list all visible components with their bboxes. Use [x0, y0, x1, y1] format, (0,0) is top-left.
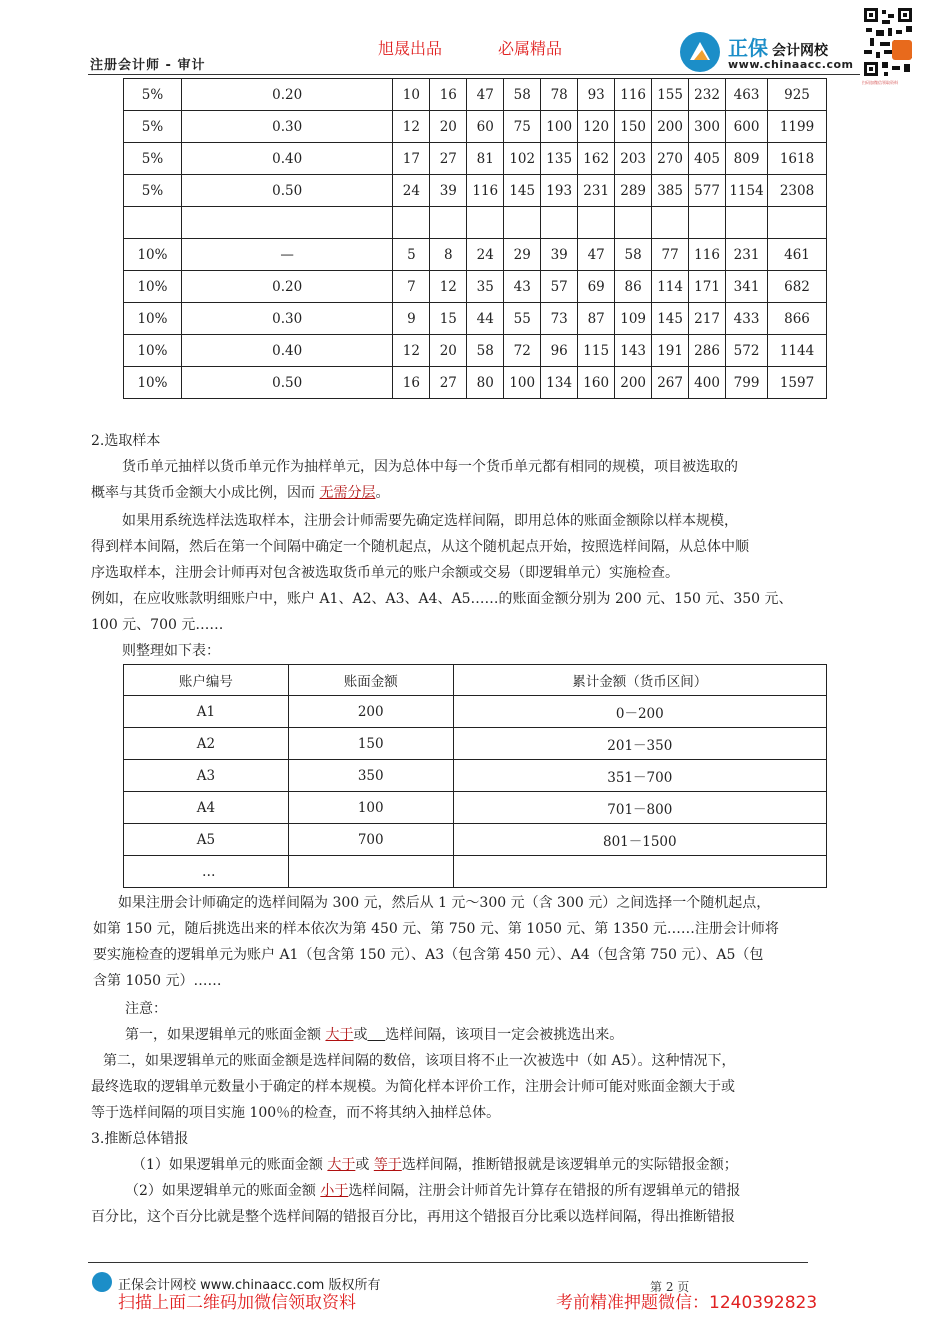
- table-cell: 341: [726, 271, 768, 303]
- table-cell: 799: [726, 367, 768, 399]
- section2-p4: 则整理如下表：: [122, 643, 220, 659]
- table-cell: 58: [615, 239, 652, 271]
- table-cell: 75: [504, 111, 541, 143]
- table-row: [124, 303, 827, 335]
- table-cell: 866: [768, 303, 827, 335]
- table-cell: 5%: [124, 79, 182, 111]
- table-cell: A3: [124, 760, 289, 792]
- table-cell: 114: [652, 271, 689, 303]
- table-cell: 1618: [768, 143, 827, 175]
- table-cell: 150: [288, 728, 453, 760]
- highlight-greater-than: 大于: [327, 1157, 356, 1173]
- table-cell: A5: [124, 824, 289, 856]
- section2-heading: 2.选取样本: [91, 433, 161, 449]
- table-cell: [726, 207, 768, 239]
- footer-promo-right: 考前精准押题微信：1240392823: [556, 1293, 818, 1313]
- section2-p3-line2: 100 元、700 元……: [91, 617, 224, 633]
- table-cell: 461: [768, 239, 827, 271]
- table-cell: 925: [768, 79, 827, 111]
- table-cell: 35: [467, 271, 504, 303]
- table-cell: 405: [689, 143, 726, 175]
- footer-promo-left: 扫描上面二维码加微信领取资料: [118, 1293, 356, 1313]
- table-cell: 463: [726, 79, 768, 111]
- table-cell: 701－800: [453, 792, 826, 824]
- table-cell: 1597: [768, 367, 827, 399]
- table-cell: 145: [504, 175, 541, 207]
- table-cell: A2: [124, 728, 289, 760]
- table-cell: 200: [652, 111, 689, 143]
- table-cell: [768, 207, 827, 239]
- table-cell: 80: [467, 367, 504, 399]
- table-cell: 231: [726, 239, 768, 271]
- highlight-no-stratification: 无需分层: [319, 485, 376, 501]
- text-segment: （2）如果逻辑单元的账面金额: [125, 1183, 321, 1199]
- header-url: www.chinaacc.com: [728, 58, 854, 71]
- table-cell: 0.30: [181, 111, 392, 143]
- column-header: 累计金额（货币区间）: [453, 665, 826, 696]
- table-cell: 44: [467, 303, 504, 335]
- table-cell: 193: [541, 175, 578, 207]
- table-cell: 100: [541, 111, 578, 143]
- table-row: [124, 824, 827, 856]
- table-cell: 78: [541, 79, 578, 111]
- table-cell: 267: [652, 367, 689, 399]
- table-row: [124, 696, 827, 728]
- table-cell: 43: [504, 271, 541, 303]
- table-cell: 0.20: [181, 79, 392, 111]
- brand-name: 正保: [728, 36, 768, 60]
- table-row: [124, 760, 827, 792]
- footer-logo-icon: [92, 1272, 112, 1292]
- table-cell: 171: [689, 271, 726, 303]
- table-cell: 0.40: [181, 335, 392, 367]
- table-row: [124, 728, 827, 760]
- table-cell: 217: [689, 303, 726, 335]
- section2-p1-line2: [91, 480, 389, 506]
- header-brand: [728, 32, 828, 61]
- table-cell: 29: [504, 239, 541, 271]
- table-cell: 47: [467, 79, 504, 111]
- table-cell: 116: [689, 239, 726, 271]
- table-cell: 270: [652, 143, 689, 175]
- text-segment: 概率与其货币金额大小成比例，因而: [91, 485, 320, 501]
- table-cell: 572: [726, 335, 768, 367]
- table-cell: 39: [541, 239, 578, 271]
- qr-caption: 扫码加微信领取资料: [862, 80, 898, 85]
- table-cell: A4: [124, 792, 289, 824]
- section3-item1: [132, 1152, 738, 1178]
- table-cell: 385: [652, 175, 689, 207]
- text-segment: 选样间隔，推断错报就是该逻辑单元的实际错报金额；: [401, 1157, 738, 1173]
- table-cell: 60: [467, 111, 504, 143]
- table-cell: 115: [578, 335, 615, 367]
- table-cell: 120: [578, 111, 615, 143]
- table-cell: 86: [615, 271, 652, 303]
- table-cell: 0.50: [181, 175, 392, 207]
- table-cell: 9: [393, 303, 430, 335]
- text-segment: 选样间隔，注册会计师首先计算存在错报的所有逻辑单元的错报: [348, 1183, 741, 1199]
- table-cell: 116: [615, 79, 652, 111]
- table-cell: 300: [689, 111, 726, 143]
- table-cell: 10%: [124, 303, 182, 335]
- table-cell: [393, 207, 430, 239]
- table-row: [124, 239, 827, 271]
- table-cell: 10: [393, 79, 430, 111]
- table-cell: 7: [393, 271, 430, 303]
- table-cell: [504, 207, 541, 239]
- table-cell: [615, 207, 652, 239]
- table-cell: 47: [578, 239, 615, 271]
- table-cell: 682: [768, 271, 827, 303]
- table-cell: 400: [689, 367, 726, 399]
- section2-p3-line1: 例如，在应收账款明细账户中，账户 A1、A2、A3、A4、A5……的账面金额分别为 200 元、150 元、350 元、: [91, 591, 793, 607]
- qr-badge-icon: [892, 40, 912, 60]
- table-cell: 145: [652, 303, 689, 335]
- table-cell: 0.20: [181, 271, 392, 303]
- table-cell: 600: [726, 111, 768, 143]
- table-cell: 87: [578, 303, 615, 335]
- table-cell: A1: [124, 696, 289, 728]
- table-cell: [124, 207, 182, 239]
- table-cell: [689, 207, 726, 239]
- table-cell: 72: [504, 335, 541, 367]
- text-segment: 。: [375, 485, 390, 501]
- table-row: [124, 271, 827, 303]
- table-cell: 69: [578, 271, 615, 303]
- table-cell: 12: [430, 271, 467, 303]
- text-segment: （1）如果逻辑单元的账面金额: [132, 1157, 328, 1173]
- after-table-line3: 要实施检查的逻辑单元为账户 A1（包含第 150 元）、A3（包含第 450 元）、A4（包含第 750 元）、A5（包: [93, 947, 764, 963]
- table-cell: 0.40: [181, 143, 392, 175]
- table-cell: 232: [689, 79, 726, 111]
- table-cell: 24: [467, 239, 504, 271]
- table-cell: 162: [578, 143, 615, 175]
- highlight-greater-than: 大于: [325, 1027, 354, 1043]
- table-row: [124, 207, 827, 239]
- table-header-row: [124, 665, 827, 696]
- text-segment: 选样间隔，该项目一定会被挑选出来。: [385, 1027, 624, 1043]
- table-cell: 155: [652, 79, 689, 111]
- brand-sub: 会计网校: [772, 43, 828, 59]
- table-cell: 200: [615, 367, 652, 399]
- table-cell: 17: [393, 143, 430, 175]
- highlight-equal-to: 等于: [373, 1157, 402, 1173]
- header-subject: 注册会计师 - 审计: [90, 58, 206, 73]
- chinaacc-logo-icon: [680, 32, 720, 72]
- table-row: [124, 79, 827, 111]
- table-row: [124, 792, 827, 824]
- footer-copyright: 正保会计网校 www.chinaacc.com 版权所有: [118, 1278, 381, 1293]
- table-cell: [652, 207, 689, 239]
- table-cell: 55: [504, 303, 541, 335]
- table-cell: —: [181, 239, 392, 271]
- table-cell: 0－200: [453, 696, 826, 728]
- table-cell: …: [124, 856, 289, 888]
- after-table-line1: 如果注册会计师确定的选样间隔为 300 元，然后从 1 元～300 元（含 300 元）之间选择一个随机起点，: [118, 895, 771, 911]
- footer-divider: [88, 1262, 808, 1263]
- table-cell: [541, 207, 578, 239]
- table-cell: 100: [288, 792, 453, 824]
- account-table: [123, 664, 827, 888]
- highlight-less-than: 小于: [320, 1183, 349, 1199]
- table-cell: 286: [689, 335, 726, 367]
- text-segment: 第一，如果逻辑单元的账面金额: [125, 1027, 326, 1043]
- note-second-line2: 最终选取的逻辑单元数量小于确定的样本规模。为简化样本评价工作，注册会计师可能对账面金额大于或: [91, 1079, 735, 1095]
- table-cell: 10%: [124, 335, 182, 367]
- table-cell: [430, 207, 467, 239]
- table-cell: 2308: [768, 175, 827, 207]
- table-cell: 58: [504, 79, 541, 111]
- table-cell: 102: [504, 143, 541, 175]
- table-cell: 1144: [768, 335, 827, 367]
- table-cell: 10%: [124, 239, 182, 271]
- table-cell: 96: [541, 335, 578, 367]
- table-cell: 27: [430, 367, 467, 399]
- note-second-line3: 等于选样间隔的项目实施 100％的检查，而不将其纳入抽样总体。: [91, 1105, 501, 1121]
- table-cell: 81: [467, 143, 504, 175]
- table-cell: 24: [393, 175, 430, 207]
- table-cell: 150: [615, 111, 652, 143]
- table-cell: 577: [689, 175, 726, 207]
- table-cell: 73: [541, 303, 578, 335]
- table-cell: 12: [393, 111, 430, 143]
- column-header: 账面金额: [288, 665, 453, 696]
- after-table-line2: 如第 150 元，随后挑选出来的样本依次为第 450 元、第 750 元、第 1050 元、第 1350 元……注册会计师将: [93, 921, 779, 937]
- table-cell: 100: [504, 367, 541, 399]
- table-cell: [288, 856, 453, 888]
- table-cell: 1154: [726, 175, 768, 207]
- table-cell: 15: [430, 303, 467, 335]
- table-cell: 809: [726, 143, 768, 175]
- table-row: [124, 175, 827, 207]
- table-cell: [578, 207, 615, 239]
- footer-page-number: 第 2 页: [650, 1280, 690, 1294]
- table-row: [124, 367, 827, 399]
- table-cell: 93: [578, 79, 615, 111]
- table-cell: 143: [615, 335, 652, 367]
- table-cell: 20: [430, 335, 467, 367]
- table-row: [124, 856, 827, 888]
- table-cell: 160: [578, 367, 615, 399]
- table-cell: 10%: [124, 271, 182, 303]
- table-cell: 27: [430, 143, 467, 175]
- table-cell: [453, 856, 826, 888]
- table-cell: 57: [541, 271, 578, 303]
- table-cell: 5%: [124, 143, 182, 175]
- table-cell: 77: [652, 239, 689, 271]
- table-cell: 203: [615, 143, 652, 175]
- table-cell: 109: [615, 303, 652, 335]
- section2-p2-line3: 序选取样本，注册会计师再对包含被选取货币单元的账户余额或交易（即逻辑单元）实施检查。: [91, 565, 679, 581]
- section3-item2: [125, 1178, 740, 1204]
- column-header: 账户编号: [124, 665, 289, 696]
- table-cell: 16: [393, 367, 430, 399]
- table-cell: 5%: [124, 111, 182, 143]
- table-cell: 58: [467, 335, 504, 367]
- sample-size-table: [123, 78, 827, 399]
- fill-blank: [367, 1027, 385, 1043]
- table-cell: 351－700: [453, 760, 826, 792]
- table-cell: 5: [393, 239, 430, 271]
- table-row: [124, 111, 827, 143]
- table-cell: 1199: [768, 111, 827, 143]
- table-cell: [181, 207, 392, 239]
- after-table-line4: 含第 1050 元）……: [93, 973, 222, 989]
- table-cell: 8: [430, 239, 467, 271]
- section3-item2-line2: 百分比，这个百分比就是整个选样间隔的错报百分比，再用这个错报百分比乘以选样间隔，得出推断错报: [91, 1209, 735, 1225]
- table-cell: 10%: [124, 367, 182, 399]
- table-cell: 135: [541, 143, 578, 175]
- note-second-line1: 第二，如果逻辑单元的账面金额是选样间隔的数倍，该项目将不止一次被选中（如 A5）。这种情况下，: [103, 1053, 736, 1069]
- table-cell: 700: [288, 824, 453, 856]
- table-row: [124, 143, 827, 175]
- table-row: [124, 335, 827, 367]
- header-divider: [88, 74, 860, 75]
- table-cell: 16: [430, 79, 467, 111]
- table-cell: 231: [578, 175, 615, 207]
- table-cell: 801－1500: [453, 824, 826, 856]
- header-slogan-left: 旭晟出品: [378, 39, 443, 58]
- table-cell: 5%: [124, 175, 182, 207]
- table-cell: 116: [467, 175, 504, 207]
- table-cell: 20: [430, 111, 467, 143]
- section2-p2-line2: 得到样本间隔，然后在第一个间隔中确定一个随机起点，从这个随机起点开始，按照选样间隔，从总体中顺: [91, 539, 749, 555]
- table-cell: [467, 207, 504, 239]
- text-segment: 或: [355, 1157, 374, 1173]
- table-cell: 433: [726, 303, 768, 335]
- text-segment: 或: [353, 1027, 368, 1043]
- section3-heading: 3.推断总体错报: [91, 1131, 189, 1147]
- table-cell: 289: [615, 175, 652, 207]
- table-cell: 39: [430, 175, 467, 207]
- table-cell: 134: [541, 367, 578, 399]
- section2-p2-line1: 如果用系统选样法选取样本，注册会计师需要先确定选样间隔，即用总体的账面金额除以样本规模，: [122, 513, 738, 529]
- table-cell: 0.50: [181, 367, 392, 399]
- table-cell: 201－350: [453, 728, 826, 760]
- table-cell: 12: [393, 335, 430, 367]
- table-cell: 191: [652, 335, 689, 367]
- table-cell: 200: [288, 696, 453, 728]
- table-cell: 0.30: [181, 303, 392, 335]
- header-slogan-right: 必属精品: [498, 39, 563, 58]
- note-first: [125, 1022, 623, 1048]
- section2-p1-line1: 货币单元抽样以货币单元作为抽样单元，因为总体中每一个货币单元都有相同的规模，项目被选取的: [122, 459, 738, 475]
- table-cell: 350: [288, 760, 453, 792]
- note-label: 注意：: [125, 1001, 167, 1017]
